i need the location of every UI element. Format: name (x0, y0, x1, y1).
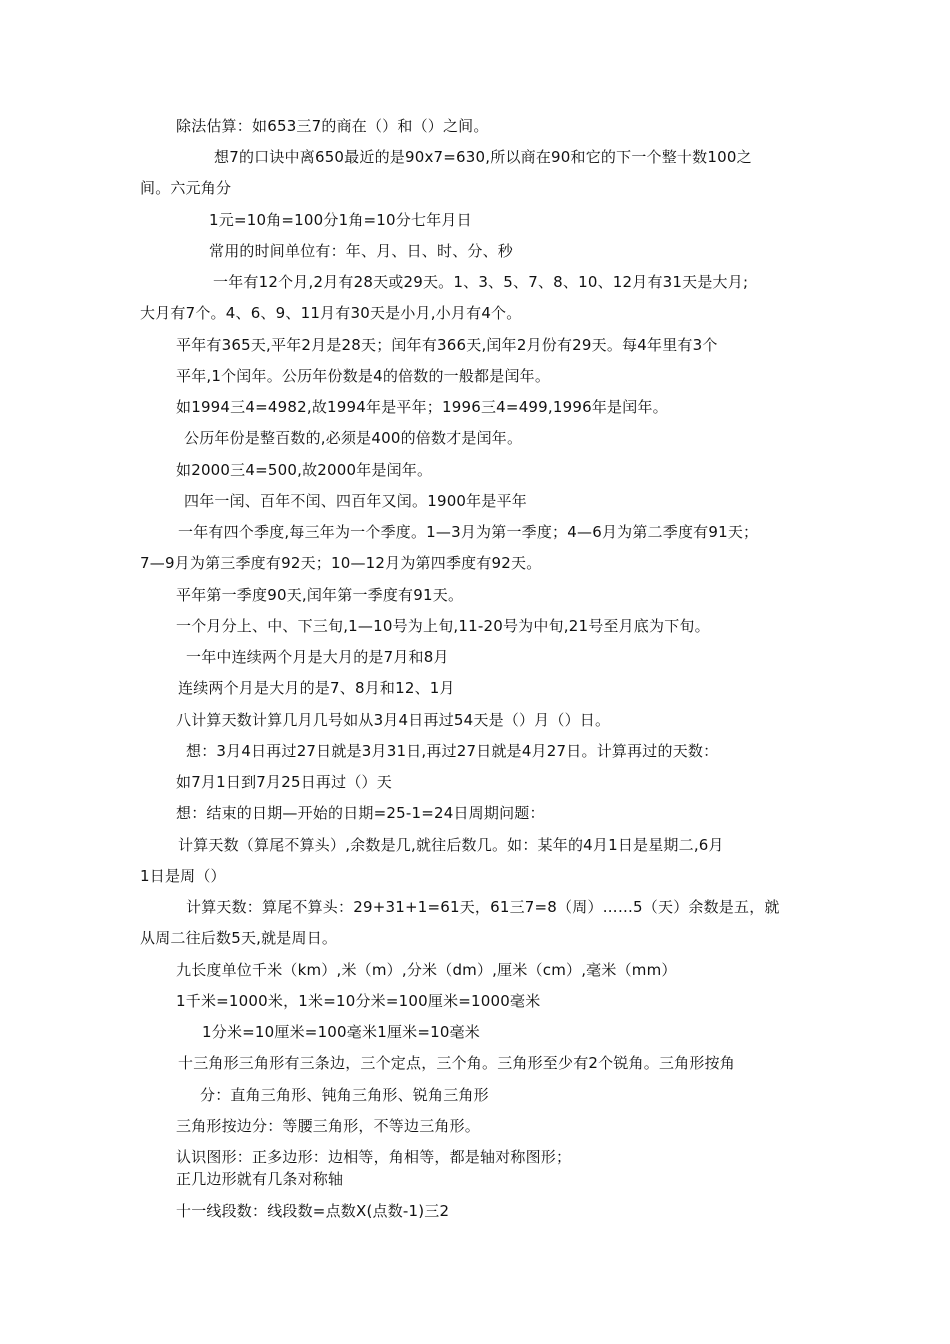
text-line-3: 间。六元角分 (140, 179, 232, 197)
text-line-9: 平年,1个闰年。公历年份数是4的倍数的一般都是闰年。 (176, 367, 551, 385)
text-line-36: 十一线段数：线段数=点数X(点数-1)三2 (176, 1202, 450, 1220)
text-line-32: 分：直角三角形、钝角三角形、锐角三角形 (200, 1086, 489, 1104)
text-line-25: 1日是周（） (140, 867, 226, 885)
text-line-28: 九长度单位千米（km）,米（m）,分米（dm）,厘米（cm）,毫米（mm） (176, 961, 677, 979)
text-line-4: 1元=10角=100分1角=10分七年月日 (209, 211, 472, 229)
text-line-26: 计算天数：算尾不算头：29+31+1=61天，61三7=8（周）……5（天）余数是五，就 (186, 898, 780, 916)
text-line-5: 常用的时间单位有：年、月、日、时、分、秒 (209, 242, 514, 260)
text-line-19: 连续两个月是大月的是7、8月和12、1月 (178, 679, 455, 697)
text-line-18: 一年中连续两个月是大月的是7月和8月 (186, 648, 449, 666)
text-line-22: 如7月1日到7月25日再过（）天 (176, 773, 392, 791)
text-line-29: 1千米=1000米，1米=10分米=100厘米=1000毫米 (176, 992, 541, 1010)
text-line-20: 八计算天数计算几月几号如从3月4日再过54天是（）月（）日。 (176, 711, 611, 729)
text-line-17: 一个月分上、中、下三旬,1—10号为上旬,11-20号为中旬,21号至月底为下旬。 (176, 617, 710, 635)
text-line-31: 十三角形三角形有三条边，三个定点，三个角。三角形至少有2个锐角。三角形按角 (178, 1054, 735, 1072)
text-line-12: 如2000三4=500,故2000年是闰年。 (176, 461, 433, 479)
text-line-1: 除法估算：如653三7的商在（）和（）之间。 (176, 117, 489, 135)
text-line-34: 认识图形：正多边形：边相等，角相等，都是轴对称图形； (176, 1148, 572, 1166)
text-line-16: 平年第一季度90天,闰年第一季度有91天。 (176, 586, 464, 604)
text-line-13: 四年一闰、百年不闰、四百年又闰。1900年是平年 (184, 492, 527, 510)
text-line-7: 大月有7个。4、6、9、11月有30天是小月,小月有4个。 (140, 304, 522, 322)
text-line-33: 三角形按边分：等腰三角形，不等边三角形。 (176, 1117, 481, 1135)
text-line-23: 想：结束的日期—开始的日期=25-1=24日周期问题： (176, 804, 545, 822)
text-line-10: 如1994三4=4982,故1994年是平年；1996三4=499,1996年是闰年。 (176, 398, 668, 416)
text-line-15: 7—9月为第三季度有92天；10—12月为第四季度有92天。 (140, 554, 542, 572)
text-line-30: 1分米=10厘米=100毫米1厘米=10毫米 (202, 1023, 480, 1041)
text-line-8: 平年有365天,平年2月是28天；闰年有366天,闰年2月份有29天。每4年里有3个 (176, 336, 718, 354)
text-line-35: 正几边形就有几条对称轴 (176, 1170, 344, 1188)
text-line-11: 公历年份是整百数的,必须是400的倍数才是闰年。 (184, 429, 523, 447)
text-line-6: 一年有12个月,2月有28天或29天。1、3、5、7、8、10、12月有31天是大月; (213, 273, 749, 291)
text-line-21: 想：3月4日再过27日就是3月31日,再过27日就是4月27日。计算再过的天数： (186, 742, 719, 760)
text-line-2: 想7的口诀中离650最近的是90x7=630,所以商在90和它的下一个整十数100之 (214, 148, 752, 166)
text-line-27: 从周二往后数5天,就是周日。 (140, 929, 338, 947)
text-line-24: 计算天数（算尾不算头）,余数是几,就往后数几。如：某年的4月1日是星期二,6月 (178, 836, 724, 854)
text-line-14: 一年有四个季度,每三年为一个季度。1—3月为第一季度；4—6月为第二季度有91天； (178, 523, 759, 541)
